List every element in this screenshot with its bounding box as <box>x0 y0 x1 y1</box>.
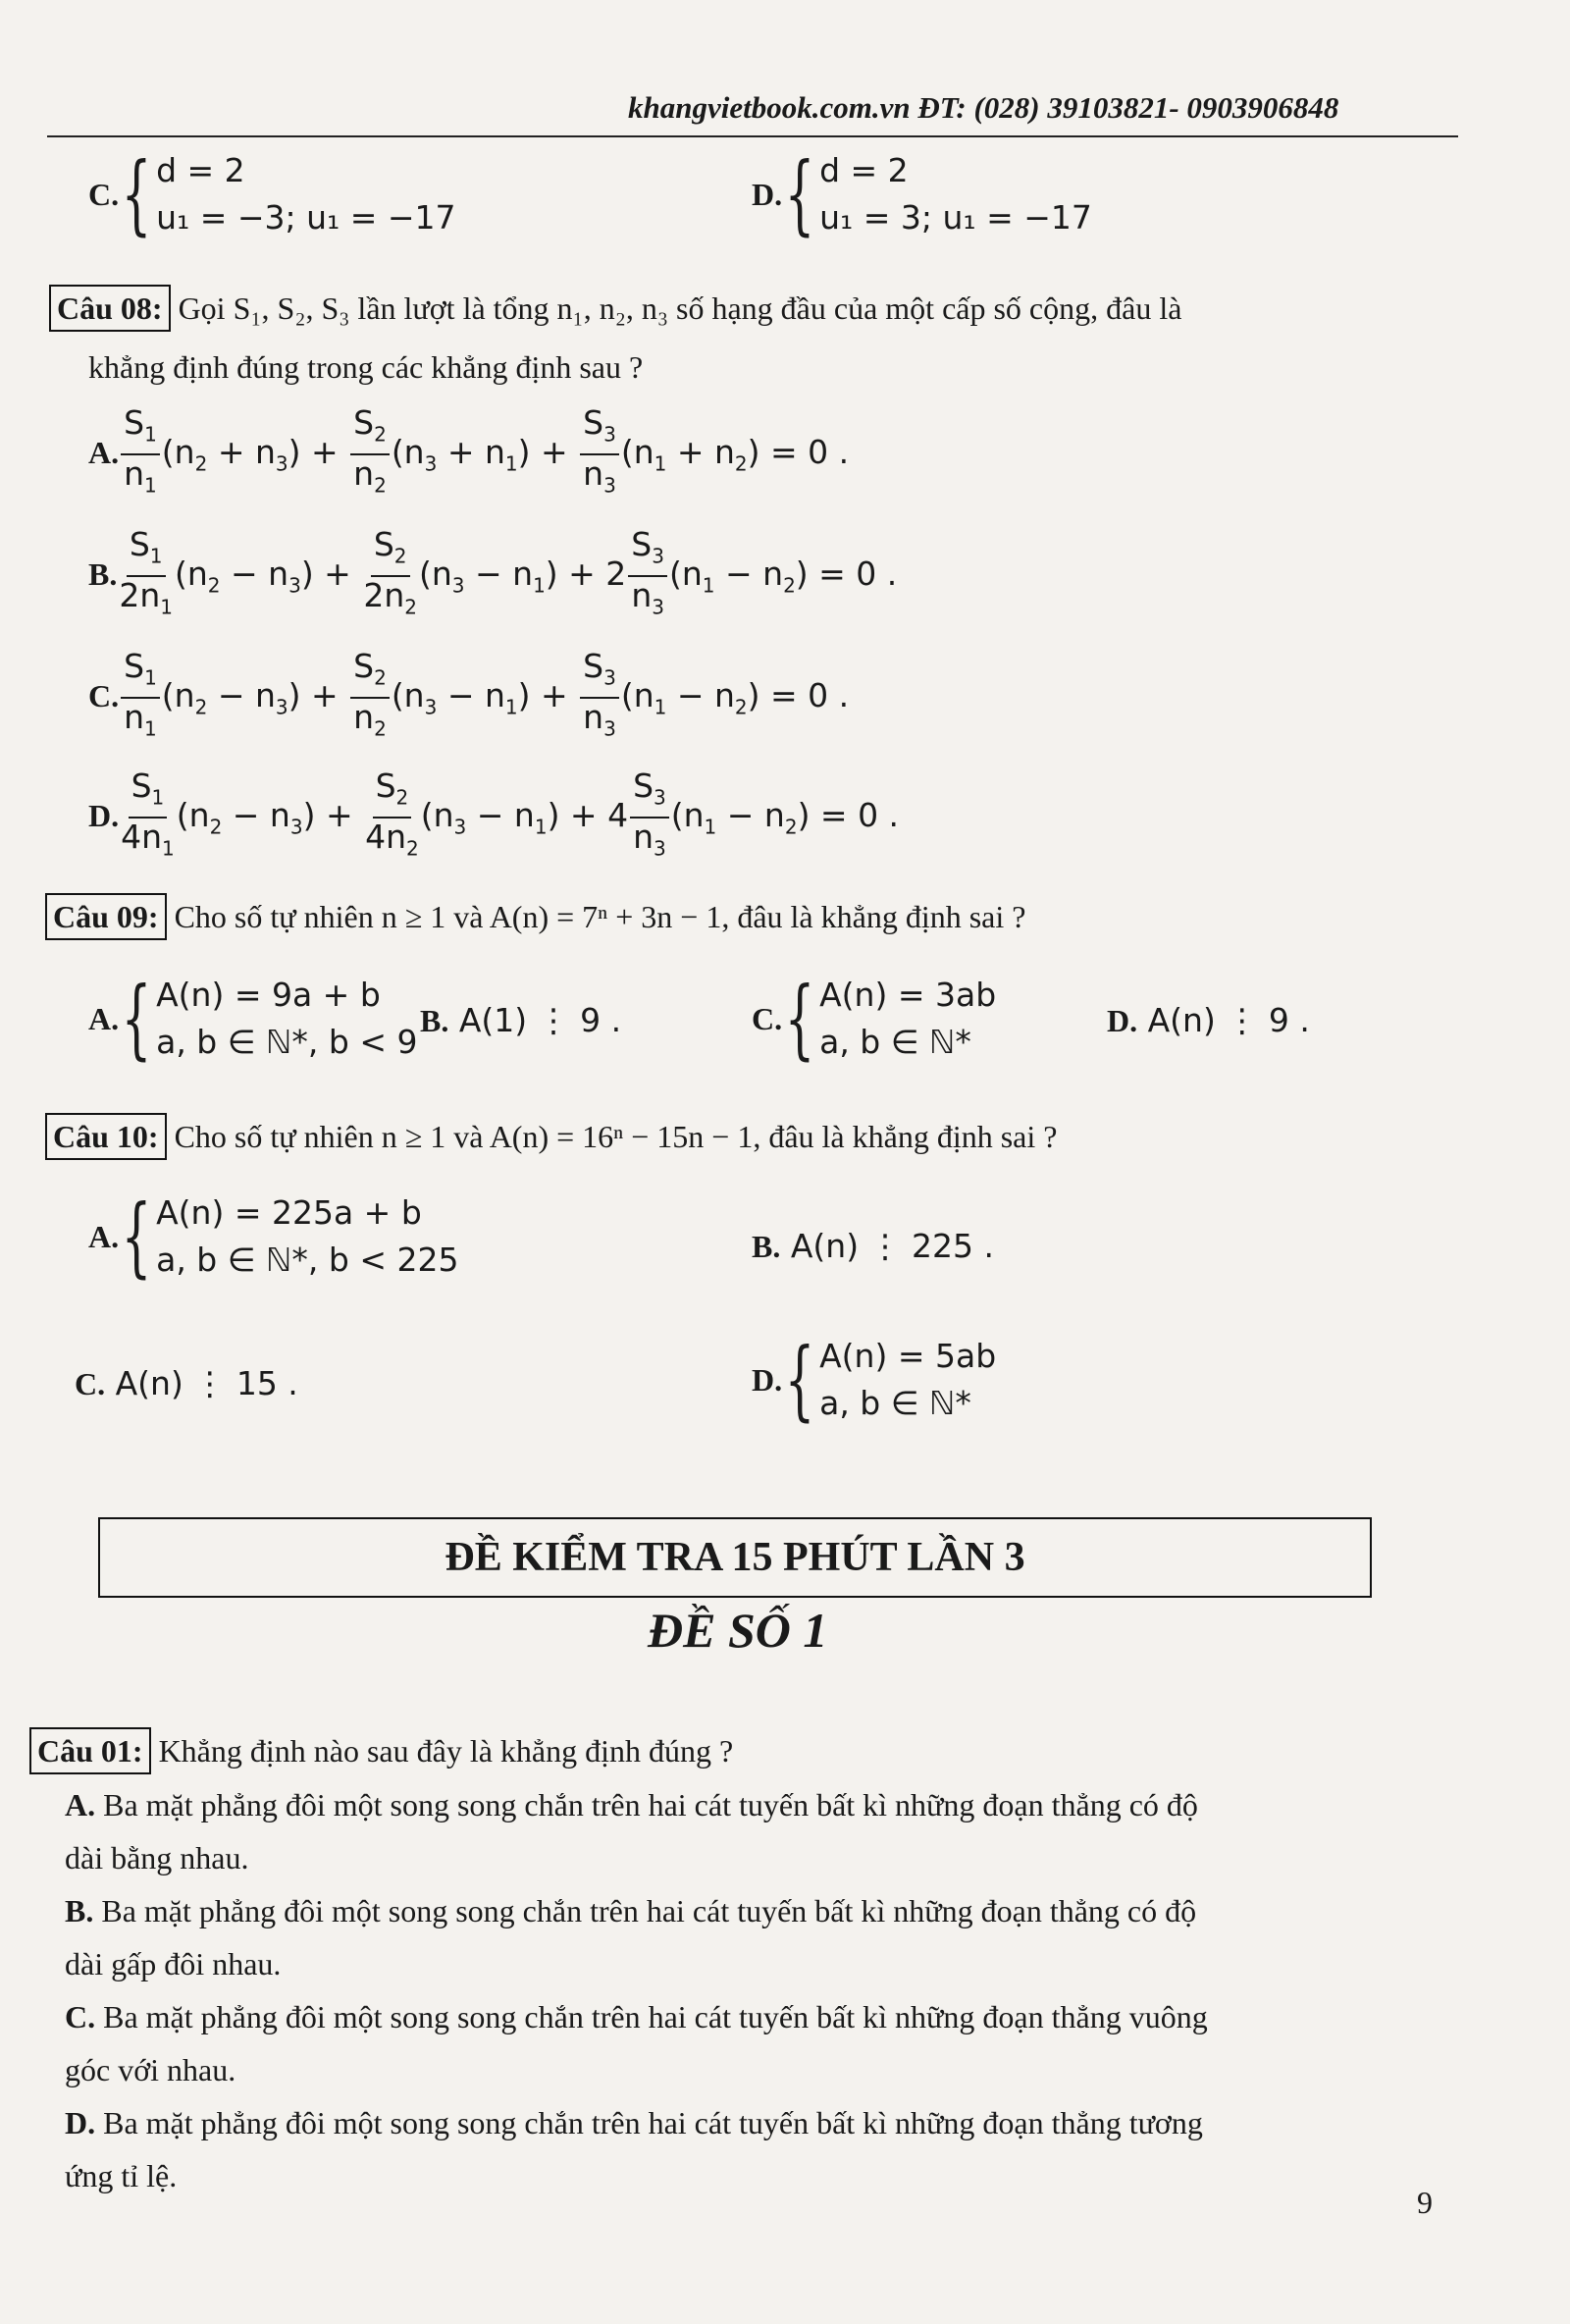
system-line: a, b ∈ ℕ* <box>819 1023 971 1061</box>
brace-icon: { <box>121 968 152 1069</box>
q07-option-d <box>752 143 1092 244</box>
header-rule <box>47 135 1458 137</box>
option-label: B. <box>420 1003 449 1038</box>
q01-option-d <box>65 2096 1448 2149</box>
system-line: A(n) = 225a + b <box>156 1193 422 1232</box>
q10-option-b <box>752 1227 994 1265</box>
q01-stem <box>29 1727 733 1774</box>
option-label: B. <box>752 1229 781 1264</box>
q10-option-d <box>752 1329 997 1430</box>
q01-option-c <box>65 1990 1448 2043</box>
option-label: A. <box>88 435 120 471</box>
option-label: C. <box>75 1366 106 1401</box>
brace-icon: { <box>784 968 815 1069</box>
q09-option-d <box>1107 1001 1310 1039</box>
q10-option-a <box>88 1186 459 1287</box>
system-line: d = 2 <box>156 151 245 189</box>
option-label: B. <box>88 556 118 593</box>
question-tag: Câu 08: <box>49 285 171 332</box>
question-text: Cho số tự nhiên n ≥ 1 và A(n) = 7ⁿ + 3n − 1, đâu là khẳng định sai ? <box>174 899 1026 934</box>
header-site: khangvietbook.com.vn <box>628 90 911 125</box>
option-text: Ba mặt phẳng đôi một song song chắn trên hai cát tuyến bất kì những đoạn thẳng có độ <box>101 1893 1197 1928</box>
option-text: A(1) ⋮ 9 . <box>458 1001 622 1039</box>
system-line: a, b ∈ ℕ* <box>819 1384 971 1422</box>
system-line: d = 2 <box>819 151 909 189</box>
option-text-cont: dài gấp đôi nhau. <box>65 1946 282 1981</box>
option-label: D. <box>752 176 783 212</box>
option-text: Ba mặt phẳng đôi một song song chắn trên hai cát tuyến bất kì những đoạn thẳng vuông <box>103 1999 1208 2034</box>
q07-option-c <box>88 143 456 244</box>
q01-option-b <box>65 1884 1448 1937</box>
option-label: A. <box>88 1000 120 1036</box>
question-text: Cho số tự nhiên n ≥ 1 và A(n) = 16ⁿ − 15n − 1, đâu là khẳng định sai ? <box>174 1119 1058 1154</box>
system-line: A(n) = 5ab <box>819 1337 997 1375</box>
system-line: a, b ∈ ℕ*, b < 225 <box>156 1241 459 1279</box>
option-text-cont: ứng tỉ lệ. <box>65 2158 178 2193</box>
question-tag: Câu 01: <box>29 1727 151 1774</box>
section-title: ĐỀ KIỂM TRA 15 PHÚT LẦN 3 <box>445 1535 1025 1580</box>
option-text: A(n) ⋮ 15 . <box>115 1364 298 1402</box>
option-text: Ba mặt phẳng đôi một song song chắn trên hai cát tuyến bất kì những đoạn thẳng tương <box>103 2105 1203 2140</box>
brace-icon: { <box>121 143 152 244</box>
option-label: C. <box>752 1000 783 1036</box>
q10-option-c <box>75 1364 298 1402</box>
option-label: C. <box>65 1999 96 2034</box>
option-text-cont: góc với nhau. <box>65 2052 236 2087</box>
option-text: A(n) ⋮ 225 . <box>790 1227 995 1265</box>
brace-icon: { <box>121 1186 152 1287</box>
option-label: A. <box>88 1218 120 1254</box>
option-label: C. <box>88 176 120 212</box>
option-label: C. <box>88 678 120 714</box>
question-tag: Câu 09: <box>45 893 167 940</box>
q09-stem <box>45 893 1025 940</box>
option-label: B. <box>65 1893 94 1928</box>
exam-number-title: ĐỀ SỐ 1 <box>648 1603 828 1658</box>
question-tag: Câu 10: <box>45 1113 167 1160</box>
q08-option-b: B. $\frac{S_1}{2n_1}$ $(n_2 - n_3)$ + $\frac{S_2}{2n_2}$ $(n_3 - n_1) + 2$ $\frac{S_3}{n_3}$ $(n_1 - n_2) = 0$ . <box>88 525 898 619</box>
q09-option-b <box>420 1001 621 1039</box>
q01-option-a <box>65 1778 1448 1831</box>
page-number: 9 <box>1417 2185 1433 2220</box>
system-line: u₁ = −3; u₁ = −17 <box>156 198 456 237</box>
q09-option-c <box>752 968 997 1069</box>
system-line: a, b ∈ ℕ*, b < 9 <box>156 1023 418 1061</box>
question-text: Gọi S₁, S₂, S₃ lần lượt là tổng n₁, n₂, n₃ số hạng đầu của một cấp số cộng, đâu là <box>178 290 1182 326</box>
q08-stem <box>49 285 1181 332</box>
page-header <box>628 90 1338 126</box>
q08-option-a: A. $\frac{S_1}{n_1}$ $(n_2 + n_3)$ + $\frac{S_2}{n_2}$ $(n_3 + n_1)$ + $\frac{S_3}{n_3}$ $(n_1 + n_2) = 0$ . <box>88 403 850 498</box>
q08-option-d: D. $\frac{S_1}{4n_1}$ $(n_2 - n_3)$ + $\frac{S_2}{4n_2}$ $(n_3 - n_1) + 4$ $\frac{S_3}{n_3}$ $(n_1 - n_2) = 0$ . <box>88 766 900 861</box>
q08-stem-cont: khẳng định đúng trong các khẳng định sau ? <box>88 349 644 385</box>
option-text: Ba mặt phẳng đôi một song song chắn trên hai cát tuyến bất kì những đoạn thẳng có độ <box>103 1787 1198 1822</box>
brace-icon: { <box>784 143 815 244</box>
option-label: D. <box>1107 1003 1138 1038</box>
section-title-box <box>98 1517 1372 1598</box>
option-label: A. <box>65 1787 96 1822</box>
option-text: A(n) ⋮ 9 . <box>1147 1001 1310 1039</box>
q01-options <box>65 1778 1448 2202</box>
option-label: D. <box>88 798 120 834</box>
option-label: D. <box>65 2105 96 2140</box>
header-phone: ĐT: (028) 39103821- 0903906848 <box>917 90 1339 125</box>
q10-stem <box>45 1113 1057 1160</box>
system-line: A(n) = 9a + b <box>156 976 381 1014</box>
brace-icon: { <box>784 1329 815 1430</box>
q09-option-a <box>88 968 418 1069</box>
question-text: Khẳng định nào sau đây là khẳng định đúng ? <box>158 1733 734 1769</box>
system-line: u₁ = 3; u₁ = −17 <box>819 198 1092 237</box>
option-label: D. <box>752 1361 783 1398</box>
q08-option-c: C. $\frac{S_1}{n_1}$ $(n_2 - n_3)$ + $\frac{S_2}{n_2}$ $(n_3 - n_1)$ + $\frac{S_3}{n_3}$ $(n_1 - n_2) = 0$ . <box>88 647 850 741</box>
system-line: A(n) = 3ab <box>819 976 997 1014</box>
option-text-cont: dài bằng nhau. <box>65 1840 249 1875</box>
